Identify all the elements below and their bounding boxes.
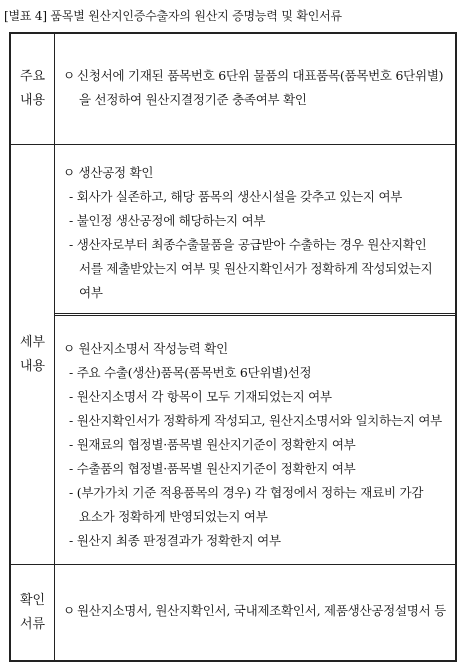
row-label-detail	[11, 145, 55, 564]
bullet-line: - 원산지확인서가 정확하게 작성되고, 원산지소명서와 일치하는지 여부	[69, 413, 442, 428]
row-body-main	[55, 34, 455, 144]
row-body-docs	[55, 565, 455, 660]
bullet-line: - 불인정 생산공정에 해당하는지 여부	[69, 213, 266, 228]
bullet-line: - 원산지 최종 판정결과가 정확한지 여부	[69, 533, 281, 548]
row-label-text: 주요 내용	[19, 69, 46, 108]
section-title: ㅇ 생산공정 확인	[63, 165, 154, 180]
bullet-line: - 원재료의 협정별·품목별 원산지기준이 정확한지 여부	[69, 437, 356, 452]
item-text: 신청서에 기재된 품목번호 6단위 물품의 대표품목(품목번호 6단위별)	[77, 68, 444, 83]
bullet-line: - 수출품의 협정별·품목별 원산지기준이 정확한지 여부	[69, 461, 356, 476]
item-line	[63, 64, 449, 88]
section-title: ㅇ 원산지소명서 작성능력 확인	[63, 341, 228, 356]
item-marker: ㅇ	[63, 603, 75, 618]
bullet-line: - 원산지소명서 각 항목이 모두 기재되었는지 여부	[69, 389, 332, 404]
bullet-line: - 생산자로부터 최종수출물품을 공급받아 수출하는 경우 원산지확인	[69, 237, 427, 252]
section-divider	[55, 313, 455, 316]
bullet-line-cont: 서를 제출받았는지 여부 및 원산지확인서가 정확하게 작성되었는지	[79, 261, 433, 276]
section-production-process	[63, 161, 449, 305]
row-label-docs	[11, 565, 55, 660]
bullet-line: - 주요 수출(생산)품목(품목번호 6단위별)선정	[69, 365, 312, 380]
section-origin-statement	[63, 337, 449, 553]
row-body-detail	[55, 145, 455, 564]
row-label-main	[11, 34, 55, 144]
item-line: 을 선정하여 원산지결정기준 충족여부 확인	[79, 92, 307, 107]
bullet-line-cont: 요소가 정확하게 반영되었는지 여부	[79, 509, 268, 524]
bullet-line: - 회사가 실존하고, 해당 품목의 생산시설을 갖추고 있는지 여부	[69, 189, 403, 204]
bullet-line-cont: 여부	[79, 285, 103, 300]
row-detail-content	[11, 145, 455, 565]
item-text: 원산지소명서, 원산지확인서, 국내제조확인서, 제품생산공정설명서 등	[77, 603, 446, 618]
row-label-text: 확인 서류	[19, 592, 46, 632]
item-marker: ㅇ	[63, 68, 75, 83]
row-label-text: 세부 내용	[19, 334, 46, 374]
bullet-line: - (부가가치 기준 적용품목의 경우) 각 협정에서 정하는 재료비 가감	[69, 485, 424, 500]
row-main-content	[11, 34, 455, 145]
item-line	[63, 599, 449, 623]
row-verification-docs	[11, 565, 455, 660]
requirements-table	[9, 32, 457, 662]
document-heading: [별표 4] 품목별 원산지인증수출자의 원산지 증명능력 및 확인서류	[4, 9, 342, 23]
